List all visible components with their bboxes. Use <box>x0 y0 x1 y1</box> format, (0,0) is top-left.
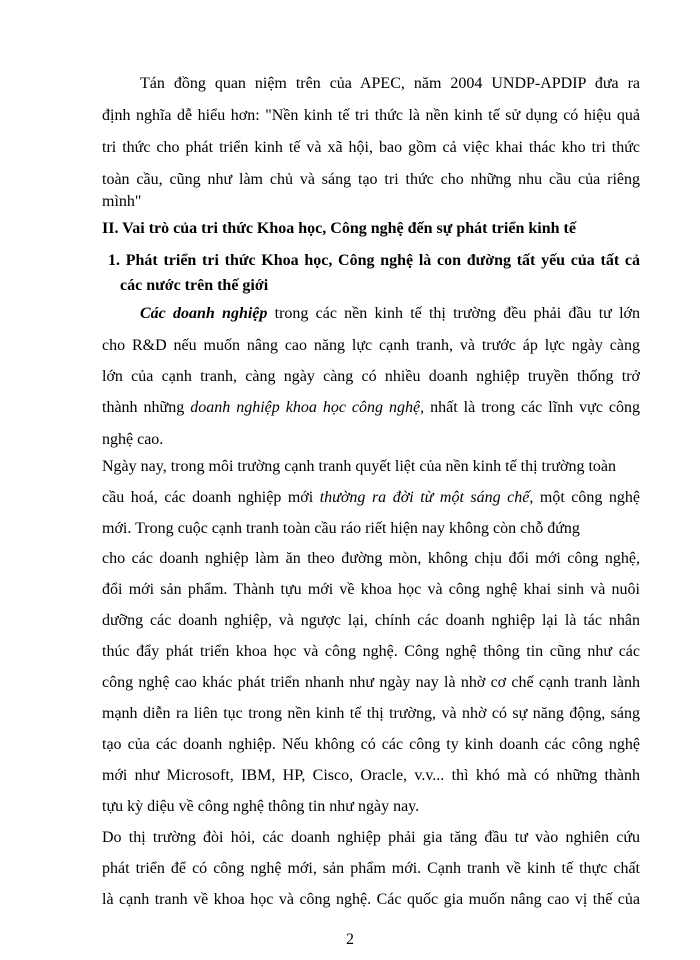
emphasis-text: thường ra đời từ một sáng chế <box>319 489 530 506</box>
paragraph-text: , một công nghệ <box>529 489 641 506</box>
paragraph-line: tạo của các doanh nghiệp. Nếu không có các công ty kinh doanh các công nghệ <box>102 736 640 753</box>
paragraph-line: cho R&D nếu muốn nâng cao năng lực cạnh tranh, và trước áp lực ngày càng <box>102 337 640 354</box>
paragraph-text: cầu hoá, các doanh nghiệp mới <box>102 489 320 506</box>
paragraph-line: đổi mới sản phẩm. Thành tựu mới về khoa học và công nghệ khai sinh và nuôi <box>102 581 640 598</box>
section-heading: II. Vai trò của tri thức Khoa học, Công nghệ đến sự phát triển kinh tế <box>102 220 576 237</box>
paragraph-line: thúc đẩy phát triển khoa học và công nghệ. Công nghệ thông tin cũng như các <box>102 643 640 660</box>
paragraph-line: mình" <box>102 193 142 210</box>
paragraph-line <box>140 304 640 324</box>
paragraph-line: tri thức cho phát triển kinh tế và xã hội, bao gồm cả việc khai thác kho tri thức <box>102 139 640 156</box>
paragraph-line: dưỡng các doanh nghiệp, và ngược lại, chính các doanh nghiệp lại là tác nhân <box>102 612 640 629</box>
paragraph-text: trong các nền kinh tế thị trường đều phải đầu tư lớn <box>267 305 640 322</box>
paragraph-line <box>102 488 640 508</box>
paragraph-line: định nghĩa dễ hiểu hơn: "Nền kinh tế tri thức là nền kinh tế sử dụng có hiệu quả <box>102 107 640 124</box>
paragraph-text: , nhất là trong các lĩnh vực công <box>420 399 641 416</box>
paragraph-line: tựu kỳ diệu về công nghệ thông tin như ngày nay. <box>102 798 420 815</box>
paragraph-line: là cạnh tranh về khoa học và công nghệ. Các quốc gia muốn nâng cao vị thế của <box>102 891 640 908</box>
paragraph-text: thành những <box>102 399 191 416</box>
paragraph-line <box>102 398 640 418</box>
paragraph-line: mới như Microsoft, IBM, HP, Cisco, Oracle, v.v... thì khó mà có những thành <box>102 767 640 784</box>
subsection-heading: các nước trên thế giới <box>120 277 269 294</box>
paragraph-line: cho các doanh nghiệp làm ăn theo đường mòn, không chịu đổi mới công nghệ, <box>102 550 640 567</box>
paragraph-line: Ngày nay, trong môi trường cạnh tranh quyết liệt của nền kinh tế thị trường toàn <box>102 458 616 475</box>
paragraph-line: Tán đồng quan niệm trên của APEC, năm 2004 UNDP-APDIP đưa ra <box>140 75 640 92</box>
paragraph-line: lớn của cạnh tranh, càng ngày càng có nhiều doanh nghiệp truyền thống trở <box>102 368 640 385</box>
emphasis-text: doanh nghiệp khoa học công nghệ <box>190 399 421 416</box>
paragraph-line: phát triển để có công nghệ mới, sản phẩm mới. Cạnh tranh về kinh tế thực chất <box>102 860 640 877</box>
paragraph-line: nghệ cao. <box>102 431 164 448</box>
paragraph-line: toàn cầu, cũng như làm chủ và sáng tạo tri thức cho những nhu cầu của riêng <box>102 171 640 188</box>
page-number: 2 <box>346 931 354 948</box>
paragraph-line: mạnh diễn ra liên tục trong nền kinh tế thị trường, và nhờ có sự năng động, sáng <box>102 705 640 722</box>
emphasis-text: Các doanh nghiệp <box>140 305 268 322</box>
paragraph-line: Do thị trường đòi hỏi, các doanh nghiệp phải gia tăng đầu tư vào nghiên cứu <box>102 829 640 846</box>
paragraph-line: mới. Trong cuộc cạnh tranh toàn cầu ráo riết hiện nay không còn chỗ đứng <box>102 520 580 537</box>
paragraph-line: công nghệ cao khác phát triển nhanh như ngày nay là nhờ cơ chế cạnh tranh lành <box>102 674 640 691</box>
subsection-heading: 1. Phát triển tri thức Khoa học, Công nghệ là con đường tất yếu của tất cả <box>108 252 640 269</box>
